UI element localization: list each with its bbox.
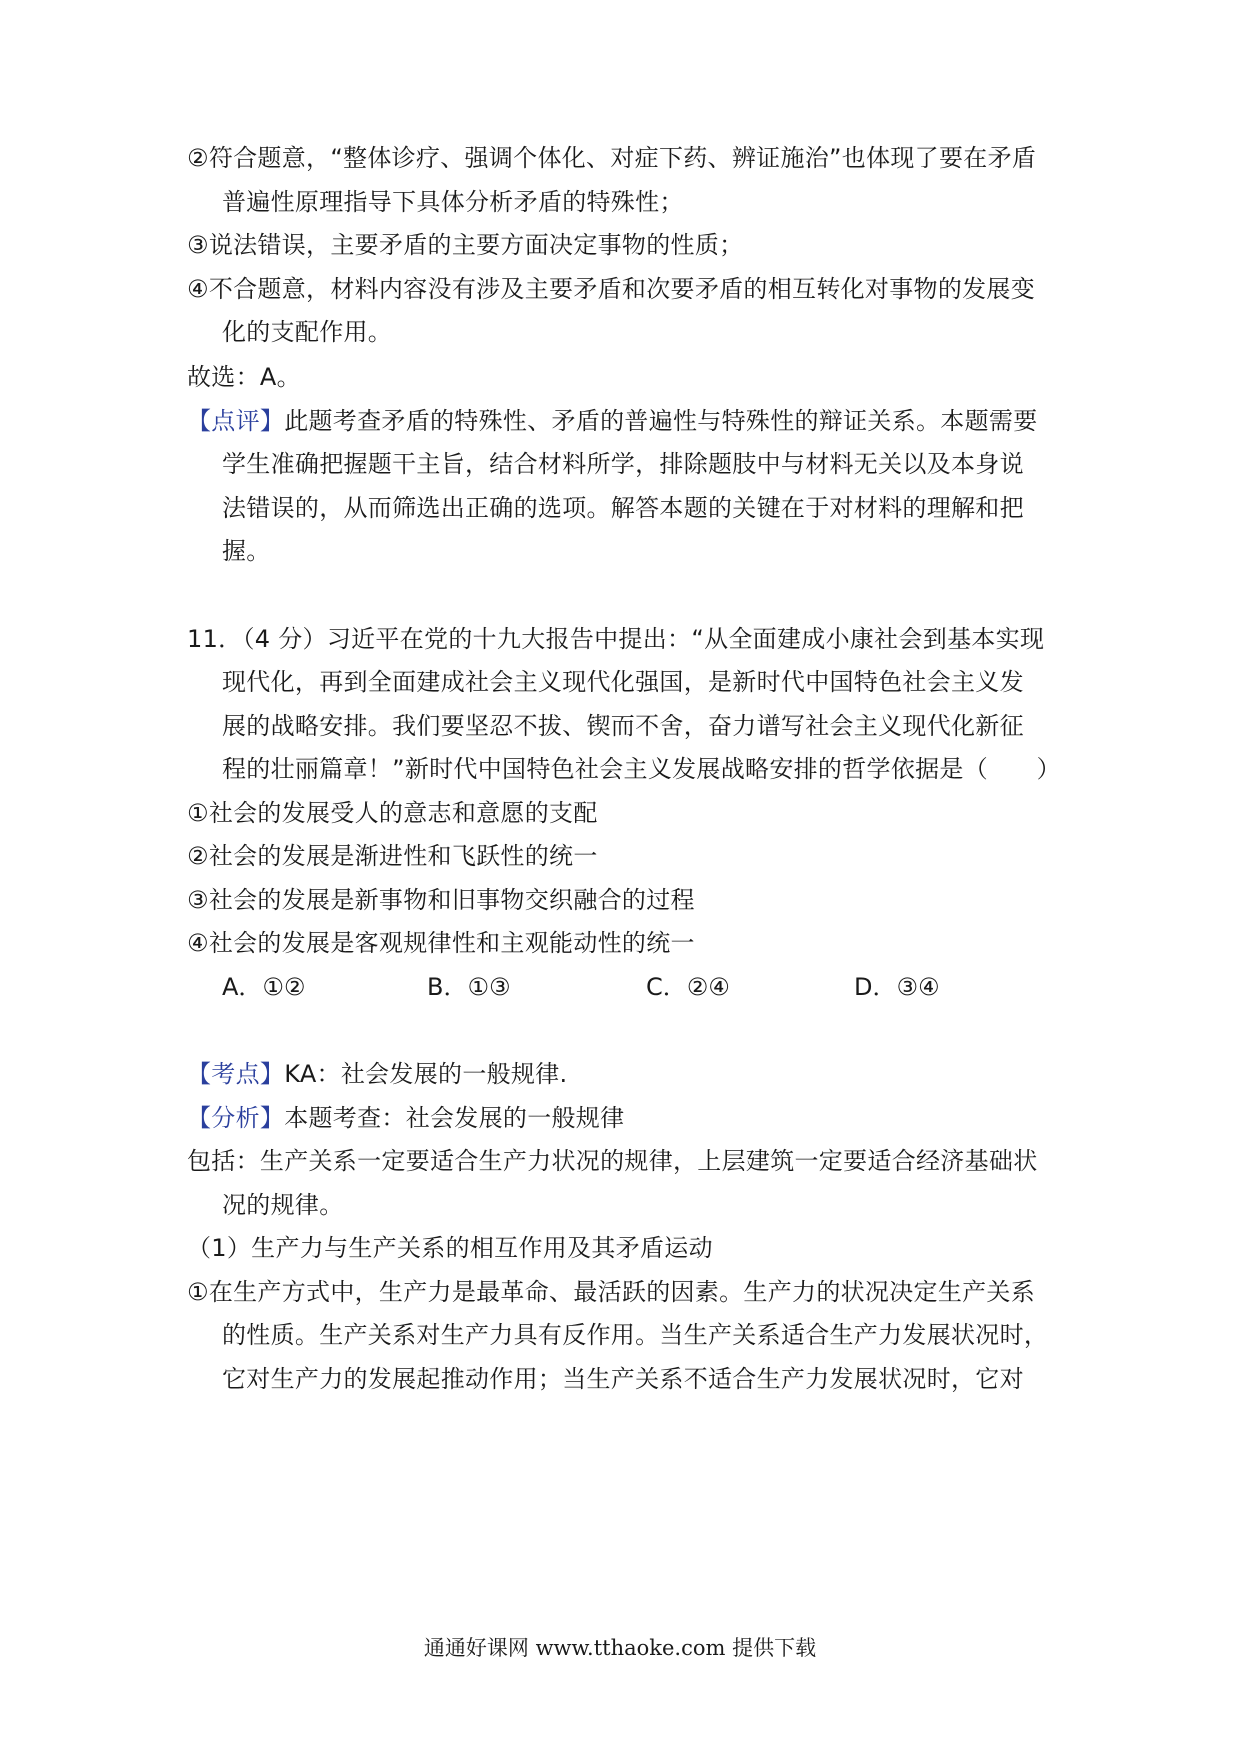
review-tag: 【点评】 <box>187 407 285 435</box>
fenxi-line <box>187 1102 624 1134</box>
review-line-3: 法错误的，从而筛选出正确的选项。解答本题的关键在于对材料的理解和把 <box>222 494 1024 522</box>
answer-line: 故选：A。 <box>187 363 301 391</box>
fenxi-tag: 【分析】 <box>187 1104 285 1132</box>
question-11-stem-line-1: 11．（4 分）习近平在党的十九大报告中提出：“从全面建成小康社会到基本实现 <box>187 625 1045 653</box>
kaodian-text: KA：社会发展的一般规律. <box>284 1060 568 1088</box>
include-line-1: 包括：生产关系一定要适合生产力状况的规律，上层建筑一定要适合经济基础状 <box>187 1147 1038 1175</box>
question-item-1: ①社会的发展受人的意志和意愿的支配 <box>187 799 598 827</box>
kaodian-tag: 【考点】 <box>187 1060 285 1088</box>
option-d: D．③④ <box>854 973 940 1001</box>
include-line-2: 况的规律。 <box>222 1191 344 1219</box>
review-line-1 <box>187 405 1038 437</box>
option-c: C．②④ <box>646 973 730 1001</box>
kaodian-line <box>187 1058 567 1090</box>
option-a: A．①② <box>222 973 306 1001</box>
fenxi-text: 本题考查：社会发展的一般规律 <box>284 1104 625 1132</box>
point-3: ③说法错误，主要矛盾的主要方面决定事物的性质； <box>187 231 744 259</box>
analysis-point-1-line-2: 的性质。生产关系对生产力具有反作用。当生产关系适合生产力发展状况时， <box>222 1321 1049 1349</box>
question-11-stem-line-4: 程的壮丽篇章！”新时代中国特色社会主义发展战略安排的哲学依据是（ ） <box>222 755 1061 783</box>
review-line-2: 学生准确把握题干主旨，结合材料所学，排除题肢中与材料无关以及本身说 <box>222 450 1024 478</box>
review-line-4: 握。 <box>222 537 271 565</box>
page-footer: 通通好课网 www.tthaoke.com 提供下载 <box>423 1636 817 1660</box>
question-item-3: ③社会的发展是新事物和旧事物交织融合的过程 <box>187 886 695 914</box>
question-11-stem-line-3: 展的战略安排。我们要坚忍不拔、锲而不舍，奋力谱写社会主义现代化新征 <box>222 712 1024 740</box>
analysis-point-1-line-1: ①在生产方式中，生产力是最革命、最活跃的因素。生产力的状况决定生产关系 <box>187 1278 1036 1306</box>
analysis-point-1-line-3: 它对生产力的发展起推动作用；当生产关系不适合生产力发展状况时，它对 <box>222 1365 1024 1393</box>
point-2-line-1: ②符合题意，“整体诊疗、强调个体化、对症下药、辨证施治”也体现了要在矛盾 <box>187 144 1037 172</box>
point-4-line-1: ④不合题意，材料内容没有涉及主要矛盾和次要矛盾的相互转化对事物的发展变 <box>187 275 1036 303</box>
question-item-2: ②社会的发展是渐进性和飞跃性的统一 <box>187 842 598 870</box>
sub-heading: （1）生产力与生产关系的相互作用及其矛盾运动 <box>187 1234 713 1262</box>
question-item-4: ④社会的发展是客观规律性和主观能动性的统一 <box>187 929 695 957</box>
option-b: B．①③ <box>427 973 511 1001</box>
point-4-line-2: 化的支配作用。 <box>222 318 393 346</box>
point-2-line-2: 普遍性原理指导下具体分析矛盾的特殊性； <box>222 188 684 216</box>
question-11-stem-line-2: 现代化，再到全面建成社会主义现代化强国，是新时代中国特色社会主义发 <box>222 668 1024 696</box>
review-text: 此题考查矛盾的特殊性、矛盾的普遍性与特殊性的辩证关系。本题需要 <box>284 407 1038 435</box>
